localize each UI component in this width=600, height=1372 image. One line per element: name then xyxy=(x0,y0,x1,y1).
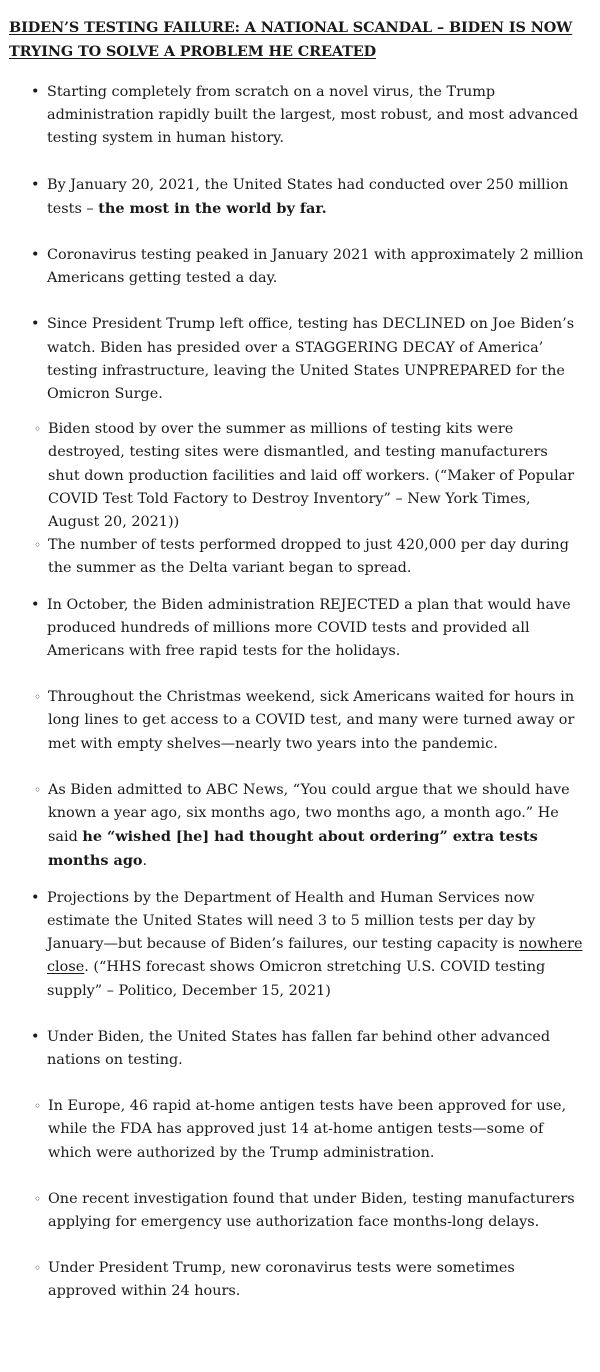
bullet-text: By January 20, 2021, the United States had conducted over 250 million tests – xyxy=(47,176,569,217)
bullet-marker: • xyxy=(31,1028,40,1045)
bullet-text-end: . (“HHS forecast shows Omicron stretching U.S. COVID testing supply” – Politico, December 15, 2021) xyxy=(47,959,546,999)
sub-bullet-list xyxy=(9,418,584,580)
bullet-text: Projections by the Department of Health and Human Services now estimate the United States will need 3 to 5 million tests per day by January—but because of Biden’s failures, our testing capacity is xyxy=(47,889,536,953)
bullet-marker: • xyxy=(31,176,40,193)
bullet-3 xyxy=(9,244,584,290)
sub-bullet-text: In Europe, 46 rapid at-home antigen tests have been approved for use, while the FDA has approved just 14 at-home antigen tests—some of which were authorized by the Trump administration. xyxy=(48,1098,567,1161)
bullet-text: Under Biden, the United States has fallen far behind other advanced nations on testing. xyxy=(47,1028,551,1068)
sub-bullet-text: One recent investigation found that under Biden, testing manufacturers applying for emergency use authorization face months-long delays. xyxy=(48,1190,575,1230)
bullet-text: Since President Trump left office, testing has DECLINED on Joe Biden’s watch. Biden has presided over a STAGGERING DECAY of America’ testing infrastructure, leaving the United States UNPREPARED for the Omicron Surge. xyxy=(47,316,575,403)
sub-bullet-text-end: . xyxy=(142,853,148,870)
sub-bullet-4-1 xyxy=(9,418,584,534)
bullet-text: In October, the Biden administration REJECTED a plan that would have produced hundreds of millions more COVID tests and provided all Americans with free rapid tests for the holidays. xyxy=(47,596,571,660)
bullet-marker: • xyxy=(31,889,40,906)
bullet-7 xyxy=(9,1026,584,1304)
sub-bullet-text: Throughout the Christmas weekend, sick Americans waited for hours in long lines to get access to a COVID test, and many were turned away or met with empty shelves—nearly two years into the pandemic. xyxy=(48,689,575,752)
sub-bullet-7-3 xyxy=(9,1257,584,1303)
title-line-2: TRYING TO SOLVE A PROBLEM HE CREATED xyxy=(9,42,376,60)
bullet-marker: • xyxy=(31,84,40,100)
sub-bullet-text: Biden stood by over the summer as millions of testing kits were destroyed, testing sites were dismantled, and testing manufacturers shut down production facilities and laid off workers. (“Maker of Popular COVID Test Told Factory to Destroy Inventory” – New York Times, August 20, 2021)) xyxy=(48,421,575,531)
sub-bullet-5-2 xyxy=(9,779,584,874)
bullet-2 xyxy=(9,174,584,221)
title-line-1: BIDEN’S TESTING FAILURE: A NATIONAL SCANDAL – BIDEN IS NOW xyxy=(9,19,573,36)
sub-bullet-text: The number of tests performed dropped to just 420,000 per day during the summer as the Delta variant began to spread. xyxy=(48,537,569,577)
bullet-6 xyxy=(9,887,584,1003)
sub-bullet-list xyxy=(9,1095,584,1303)
main-bullet-list xyxy=(9,81,584,1304)
bullet-text: Coronavirus testing peaked in January 2021 with approximately 2 million Americans getting tested a day. xyxy=(47,247,584,287)
sub-bullet-marker: ◦ xyxy=(34,422,42,437)
sub-bullet-7-2 xyxy=(9,1188,584,1234)
sub-bullet-text: Under President Trump, new coronavirus tests were sometimes approved within 24 hours. xyxy=(48,1260,515,1300)
sub-bullet-list xyxy=(9,686,584,873)
bullet-emphasis: the most in the world by far. xyxy=(98,199,327,217)
sub-bullet-4-2 xyxy=(9,534,584,580)
bullet-marker: • xyxy=(31,247,40,264)
bullet-underlined: nowhere close xyxy=(47,936,583,976)
bullet-marker: • xyxy=(31,596,40,613)
bullet-5 xyxy=(9,594,584,874)
sub-bullet-marker: ◦ xyxy=(34,1261,42,1276)
sub-bullet-marker: ◦ xyxy=(34,690,42,705)
sub-bullet-5-1 xyxy=(9,686,584,756)
bullet-1 xyxy=(9,81,584,151)
sub-bullet-7-1 xyxy=(9,1095,584,1165)
bullet-4 xyxy=(9,313,584,580)
sub-bullet-emphasis: he “wished [he] had thought about ordering” extra tests months ago xyxy=(48,828,538,870)
document-title xyxy=(9,16,584,63)
sub-bullet-marker: ◦ xyxy=(34,538,42,553)
sub-bullet-marker: ◦ xyxy=(34,1191,42,1206)
sub-bullet-text: As Biden admitted to ABC News, “You could argue that we should have known a year ago, six months ago, two months ago, a month ago.” He said xyxy=(48,781,570,846)
sub-bullet-marker: ◦ xyxy=(34,1099,42,1114)
bullet-text: Starting completely from scratch on a novel virus, the Trump administration rapidly built the largest, most robust, and most advanced testing system in human history. xyxy=(47,84,579,147)
sub-bullet-marker: ◦ xyxy=(34,782,42,797)
bullet-marker: • xyxy=(31,316,40,333)
